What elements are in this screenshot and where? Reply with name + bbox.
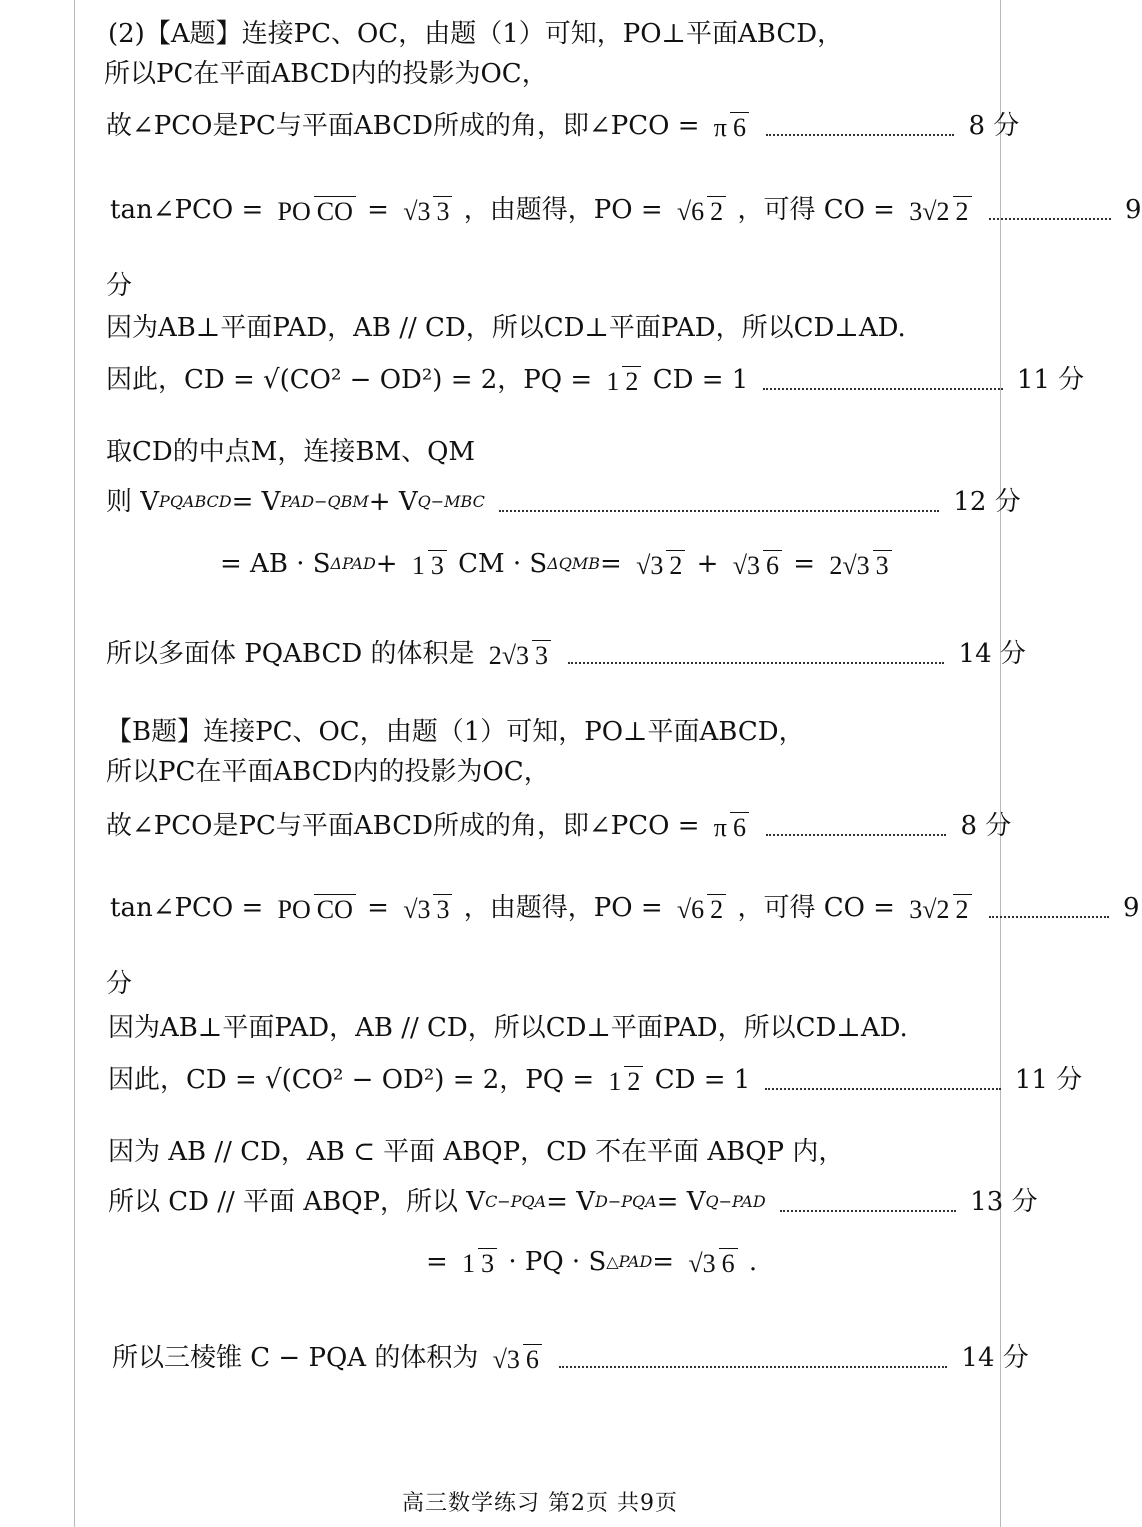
a-line-6: 因为AB⊥平面PAD，AB // CD，所以CD⊥平面PAD，所以CD⊥AD. bbox=[106, 313, 906, 343]
b-line-4: tan∠PCO = PO CO = √3 3 ，由题得，PO = √6 2 ，可得 CO = 3√2 2 9 bbox=[110, 893, 1140, 925]
b-line-5: 分 bbox=[106, 969, 133, 999]
a-line-7: 因此，CD = √(CO² − OD²) = 2，PQ = 1 2 CD = 1 11 分 bbox=[106, 365, 1085, 397]
dot-leader bbox=[499, 492, 939, 512]
b-line-7: 因此，CD = √(CO² − OD²) = 2，PQ = 1 2 CD = 1 11 分 bbox=[108, 1065, 1083, 1097]
a-line-2: 所以PC在平面ABCD内的投影为OC， bbox=[104, 59, 548, 89]
score: 8 分 bbox=[968, 111, 1020, 141]
dot-leader bbox=[766, 816, 946, 836]
b-line-8: 因为 AB // CD，AB ⊂ 平面 ABQP，CD 不在平面 ABQP 内， bbox=[108, 1137, 845, 1167]
a-line-3: 故∠PCO是PC与平面ABCD所成的角，即∠PCO = π 6 8 分 bbox=[106, 108, 1080, 143]
b-line-9: 所以 CD // 平面 ABQP，所以 VC−PQA= VD−PQA= VQ−PAD 13 分 bbox=[108, 1187, 1038, 1217]
a-line-4: tan∠PCO = PO CO = √3 3 ，由题得，PO = √6 2 ，可得 CO = 3√2 2 9 bbox=[110, 195, 1142, 227]
b-line-11: 所以三棱锥 C − PQA 的体积为 √3 6 14 分 bbox=[112, 1343, 1029, 1375]
dot-leader bbox=[763, 370, 1003, 390]
dot-leader bbox=[559, 1348, 947, 1368]
a-pi-over-6: π 6 bbox=[711, 109, 749, 144]
dot-leader bbox=[780, 1192, 956, 1212]
dot-leader bbox=[766, 116, 954, 136]
a-line-8: 取CD的中点M，连接BM、QM bbox=[106, 437, 476, 467]
a-line-11: 所以多面体 PQABCD 的体积是 2√3 3 14 分 bbox=[106, 639, 1026, 671]
a-line-1: (2)【A题】连接PC、OC，由题（1）可知，PO⊥平面ABCD， bbox=[108, 19, 844, 49]
b-line-1: 【B题】连接PC、OC，由题（1）可知，PO⊥平面ABCD， bbox=[106, 717, 805, 747]
a-line-10: = AB · SΔPAD+ 1 3 CM · SΔQMB= √3 2 + √3 6 = 2√3 3 bbox=[220, 546, 1080, 581]
b-line-6: 因为AB⊥平面PAD，AB // CD，所以CD⊥平面PAD，所以CD⊥AD. bbox=[108, 1013, 908, 1043]
b-line-2: 所以PC在平面ABCD内的投影为OC， bbox=[106, 757, 550, 787]
b-line-10: = 1 3 · PQ · S△PAD= √3 6 . bbox=[426, 1247, 758, 1279]
page-footer: 高三数学练习 第2页 共9页 bbox=[402, 1491, 678, 1516]
dot-leader bbox=[765, 1070, 1001, 1090]
b-line-3: 故∠PCO是PC与平面ABCD所成的角，即∠PCO = π 6 8 分 bbox=[106, 811, 1012, 843]
dot-leader bbox=[989, 200, 1111, 220]
left-scan-edge bbox=[74, 0, 75, 1527]
dot-leader bbox=[568, 644, 944, 664]
dot-leader bbox=[989, 898, 1109, 918]
a-line-9: 则 VPQABCD= VPAD−QBM+ VQ−MBC 12 分 bbox=[106, 487, 1021, 517]
a-line-5: 分 bbox=[106, 271, 133, 301]
